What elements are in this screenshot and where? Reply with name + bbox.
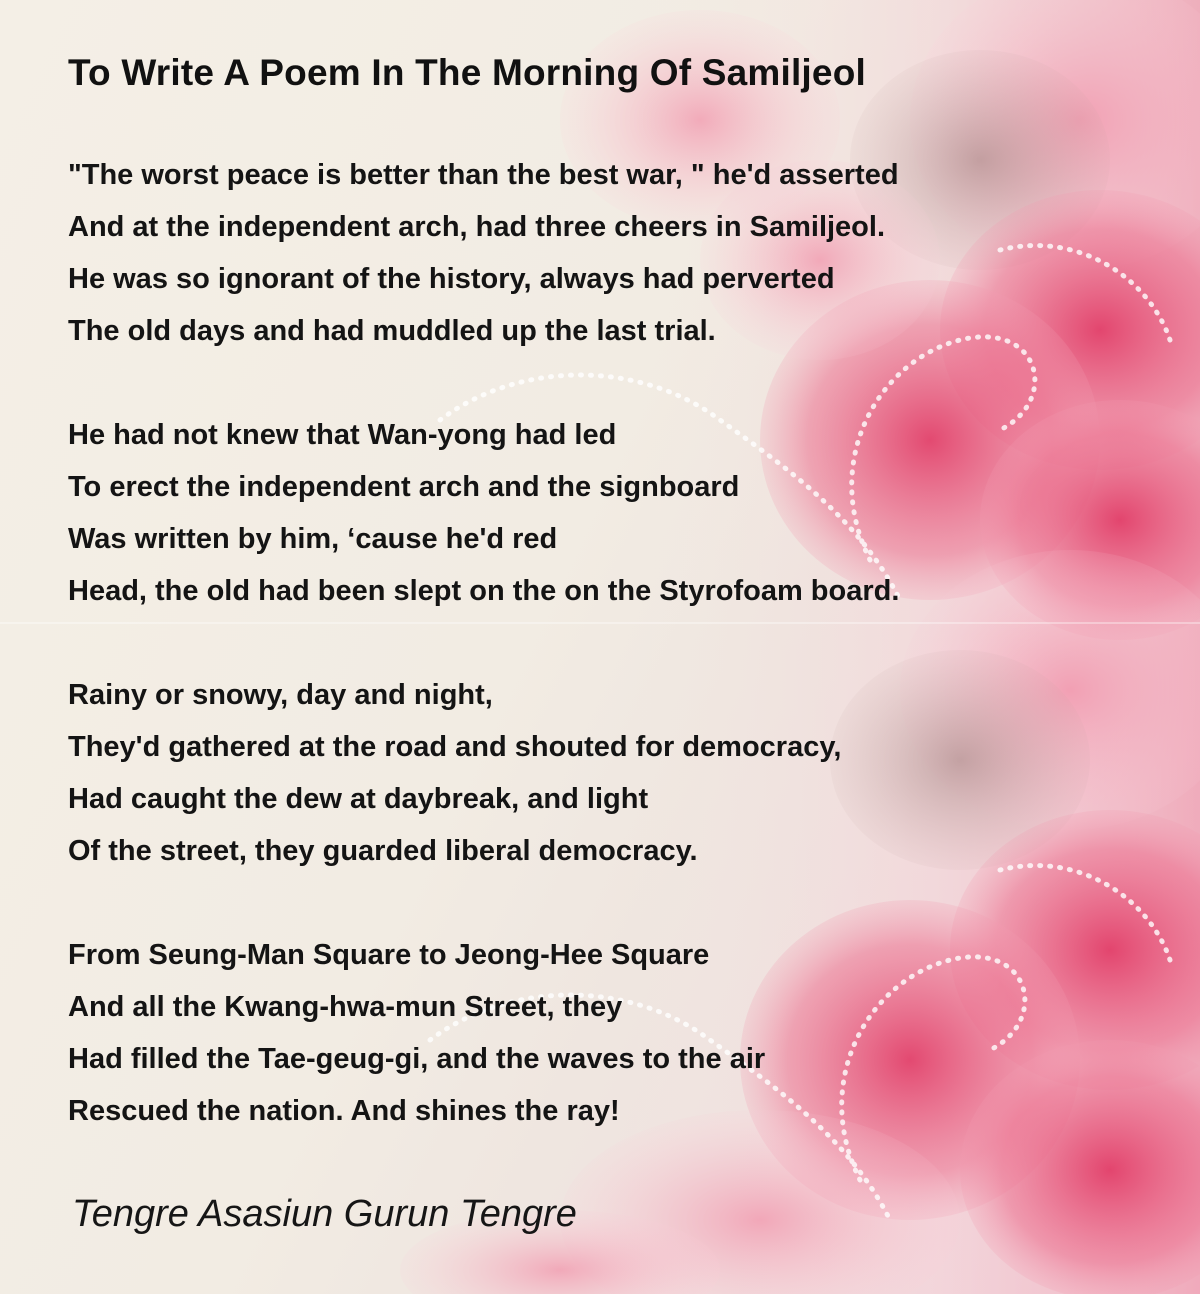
poem-line: Rescued the nation. And shines the ray!: [68, 1095, 620, 1127]
poem-title: To Write A Poem In The Morning Of Samiljeol: [68, 52, 866, 93]
poem-line: Was written by him, ‘cause he'd red: [68, 523, 558, 555]
poem-line: Had caught the dew at daybreak, and light: [68, 783, 649, 815]
poem-line: And all the Kwang-hwa-mun Street, they: [68, 991, 623, 1023]
stanza-3: [68, 669, 841, 877]
poem-line: Rainy or snowy, day and night,: [68, 679, 493, 711]
poem-line: And at the independent arch, had three cheers in Samiljeol.: [68, 211, 886, 243]
poem-line: "The worst peace is better than the best war, " he'd asserted: [68, 159, 899, 191]
poem-line: They'd gathered at the road and shouted for democracy,: [68, 731, 842, 763]
poem-line: From Seung-Man Square to Jeong-Hee Square: [68, 939, 710, 971]
poem-line: He had not knew that Wan-yong had led: [68, 419, 617, 451]
poem-line: Had filled the Tae-geug-gi, and the waves to the air: [68, 1043, 766, 1075]
poem-line: He was so ignorant of the history, always had perverted: [68, 263, 835, 295]
poem-line: Of the street, they guarded liberal democracy.: [68, 835, 698, 867]
poem-line: The old days and had muddled up the last trial.: [68, 315, 716, 347]
stanza-2: [68, 409, 899, 617]
poem-line: Head, the old had been slept on the on the Styrofoam board.: [68, 575, 900, 607]
stanza-4: [68, 929, 765, 1137]
poem-author: Tengre Asasiun Gurun Tengre: [72, 1193, 577, 1235]
poem-line: To erect the independent arch and the signboard: [68, 471, 740, 503]
stanza-1: [68, 149, 899, 357]
